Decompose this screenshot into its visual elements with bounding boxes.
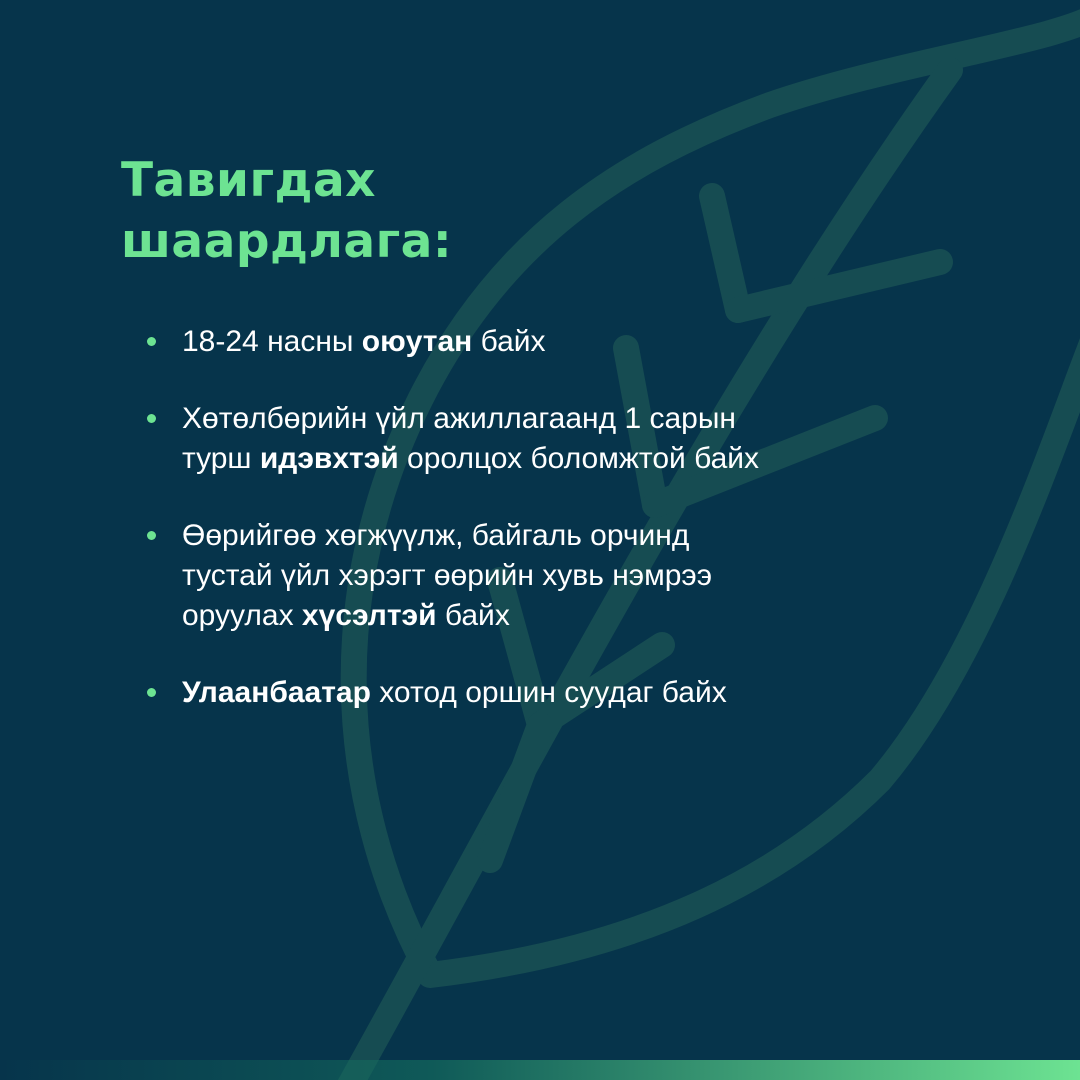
bottom-gradient-bar (0, 1060, 1080, 1080)
leaf-vein-upper-left (712, 196, 738, 310)
requirement-text (182, 673, 945, 713)
requirement-segment: оруулах (182, 599, 302, 632)
requirement-line (182, 439, 945, 479)
bullet-dot-icon (147, 531, 156, 540)
requirement-segment: турш (182, 442, 260, 475)
requirement-segment: Хөтөлбөрийн үйл ажиллагаанд 1 сарын (182, 402, 736, 435)
requirement-emphasis: идэвхтэй (259, 442, 399, 475)
title-line-2: шаардлага: (121, 214, 453, 269)
requirement-line (182, 673, 945, 713)
requirement-segment: 18-24 насны (182, 325, 362, 358)
requirement-text (182, 322, 945, 362)
requirement-item (145, 516, 945, 636)
requirement-line (182, 516, 945, 556)
requirement-item (145, 673, 945, 713)
requirement-line (182, 399, 945, 439)
requirement-line (182, 556, 945, 596)
requirement-item (145, 322, 945, 362)
requirement-text (182, 516, 945, 636)
requirement-emphasis: хүсэлтэй (301, 599, 437, 632)
requirement-segment: байх (472, 325, 546, 358)
bullet-dot-icon (147, 414, 156, 423)
leaf-vein-upper-right (738, 262, 940, 310)
title-line-1: Тавигдах (121, 153, 376, 208)
requirement-line (182, 322, 945, 362)
requirement-segment: оролцох боломжтой байх (398, 442, 760, 475)
requirement-item (145, 399, 945, 479)
requirement-segment: тустай үйл хэрэгт өөрийн хувь нэмрээ (182, 559, 713, 592)
requirement-segment: Өөрийгөө хөгжүүлж, байгаль орчинд (182, 519, 690, 552)
requirement-text (182, 399, 945, 479)
requirements-list (145, 322, 945, 713)
requirement-segment: хотод оршин суудаг байх (370, 676, 727, 709)
requirement-segment: байх (436, 599, 510, 632)
bullet-dot-icon (147, 688, 156, 697)
requirement-emphasis: оюутан (361, 325, 473, 358)
page-title (121, 150, 452, 272)
requirement-emphasis: Улаанбаатар (182, 676, 371, 709)
requirement-line (182, 596, 945, 636)
bullet-dot-icon (147, 337, 156, 346)
